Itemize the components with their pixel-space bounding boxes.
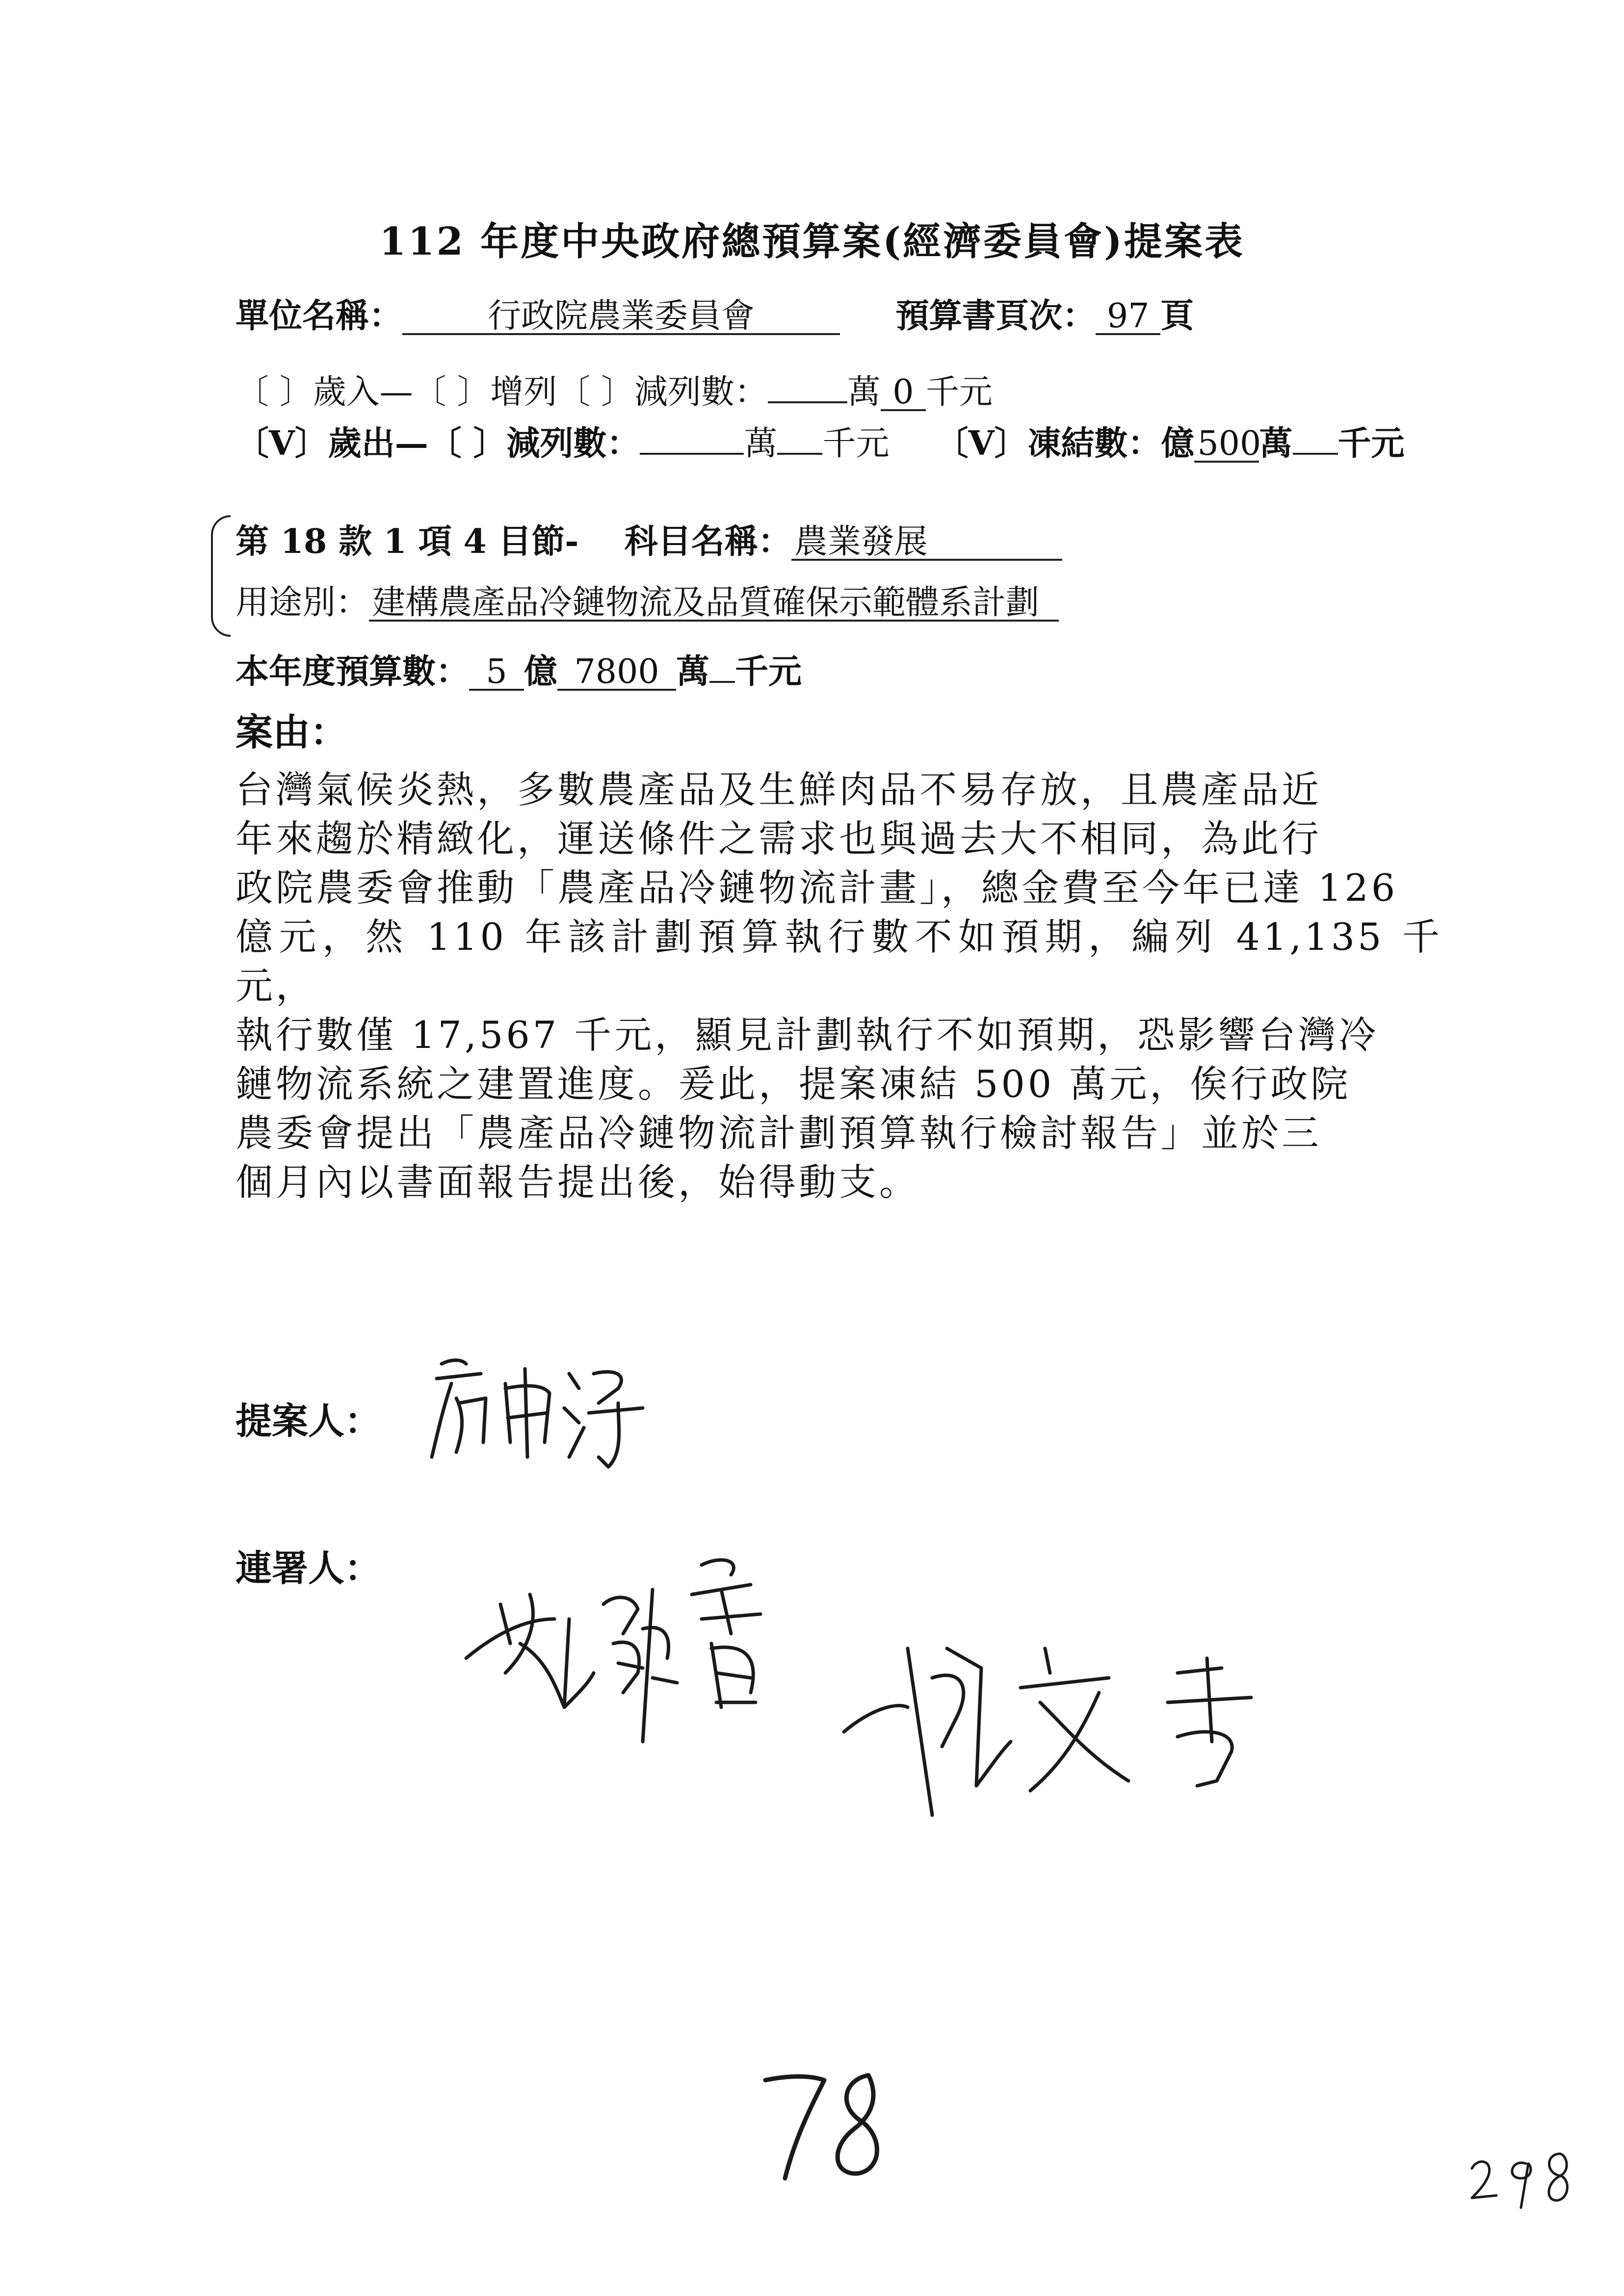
reason-label: 案由： — [236, 710, 347, 754]
usage-label: 用途別： — [236, 583, 369, 622]
revenue-wan-value — [768, 368, 847, 403]
budget-yi-unit: 億 — [524, 652, 558, 691]
budget-wan-unit: 萬 — [676, 652, 710, 691]
revenue-prefix: 〔 〕歲入—〔 〕增列〔 〕減列數： — [236, 373, 768, 412]
revenue-line — [236, 368, 993, 411]
reason-line: 年來趨於精緻化，運送條件之需求也與過去大不相同，為此行 — [236, 817, 1322, 861]
subject-label: 科目名稱： — [624, 522, 791, 561]
expenditure-wan-unit: 萬 — [744, 424, 778, 463]
reason-line: 政院農委會推動「農產品冷鏈物流計畫」，總金費至今年已達 126 — [236, 866, 1398, 910]
budget-qian-value — [709, 648, 735, 683]
budget-wan-value: 7800 — [557, 655, 676, 691]
unit-value: 行政院農業委員會 — [402, 300, 840, 335]
expenditure-qian-unit: 千元 — [822, 424, 890, 463]
reason-line: 鏈物流系統之建置進度。爰此，提案凍結 500 萬元，俟行政院 — [236, 1062, 1351, 1106]
cosigner-label: 連署人： — [236, 1547, 381, 1590]
budget-line — [236, 648, 802, 691]
freeze-qian-value — [1293, 419, 1338, 455]
usage-value: 建構農產品冷鏈物流及品質確保示範體系計劃 — [369, 586, 1059, 622]
reason-line: 億元，然 110 年該計劃預算執行數不如預期，編列 41,135 千元， — [236, 915, 1442, 1008]
revenue-qian-unit: 千元 — [925, 373, 993, 412]
handwritten-number-78 — [756, 2065, 903, 2188]
section-bracket — [211, 515, 231, 637]
page-label: 預算書頁次： — [895, 296, 1096, 336]
expenditure-line — [236, 419, 1405, 463]
unit-line — [236, 296, 1194, 336]
usage-line — [236, 583, 1059, 622]
expenditure-qian-value — [777, 419, 822, 455]
unit-label: 單位名稱： — [236, 296, 403, 336]
page-value: 97 — [1096, 300, 1160, 335]
freeze-wan-unit: 萬 — [1259, 424, 1293, 463]
revenue-wan-unit: 萬 — [847, 373, 881, 412]
section-line — [236, 522, 1062, 561]
proposer-signature — [422, 1344, 657, 1472]
freeze-wan-value: 500 — [1194, 427, 1259, 463]
expenditure-wan-value — [640, 419, 744, 455]
reason-line: 台灣氣候炎熱，多數農產品及生鮮肉品不易存放，且農產品近 — [236, 768, 1322, 811]
budget-qian-unit: 千元 — [735, 652, 802, 691]
page-suffix: 頁 — [1160, 296, 1194, 336]
subject-value: 農業發展 — [791, 525, 1062, 561]
cosigner-signature-1 — [456, 1545, 810, 1800]
proposer-label: 提案人： — [236, 1400, 381, 1442]
reason-line: 執行數僅 17,567 千元，顯見計劃執行不如預期，恐影響台灣冷 — [236, 1013, 1379, 1057]
expenditure-prefix: 〔V〕歲出—〔 〕減列數： — [236, 424, 640, 463]
budget-label: 本年度預算數： — [236, 652, 470, 691]
budget-yi-value: 5 — [469, 655, 524, 691]
page-title: 112 年度中央政府總預算案(經濟委員會)提案表 — [379, 219, 1245, 264]
handwritten-number-298 — [1462, 2134, 1575, 2213]
cosigner-signature-2 — [834, 1619, 1305, 1825]
freeze-prefix: 〔V〕凍結數：億 — [935, 424, 1195, 463]
freeze-qian-unit: 千元 — [1337, 424, 1405, 463]
reason-line: 農委會提出「農產品冷鏈物流計劃預算執行檢討報告」並於三 — [236, 1111, 1322, 1155]
section-prefix: 第 18 款 1 項 4 目節- — [236, 522, 579, 561]
reason-text — [236, 765, 1442, 1207]
revenue-qian-value: 0 — [881, 376, 926, 411]
reason-line: 個月內以書面報告提出後，始得動支。 — [236, 1160, 919, 1204]
